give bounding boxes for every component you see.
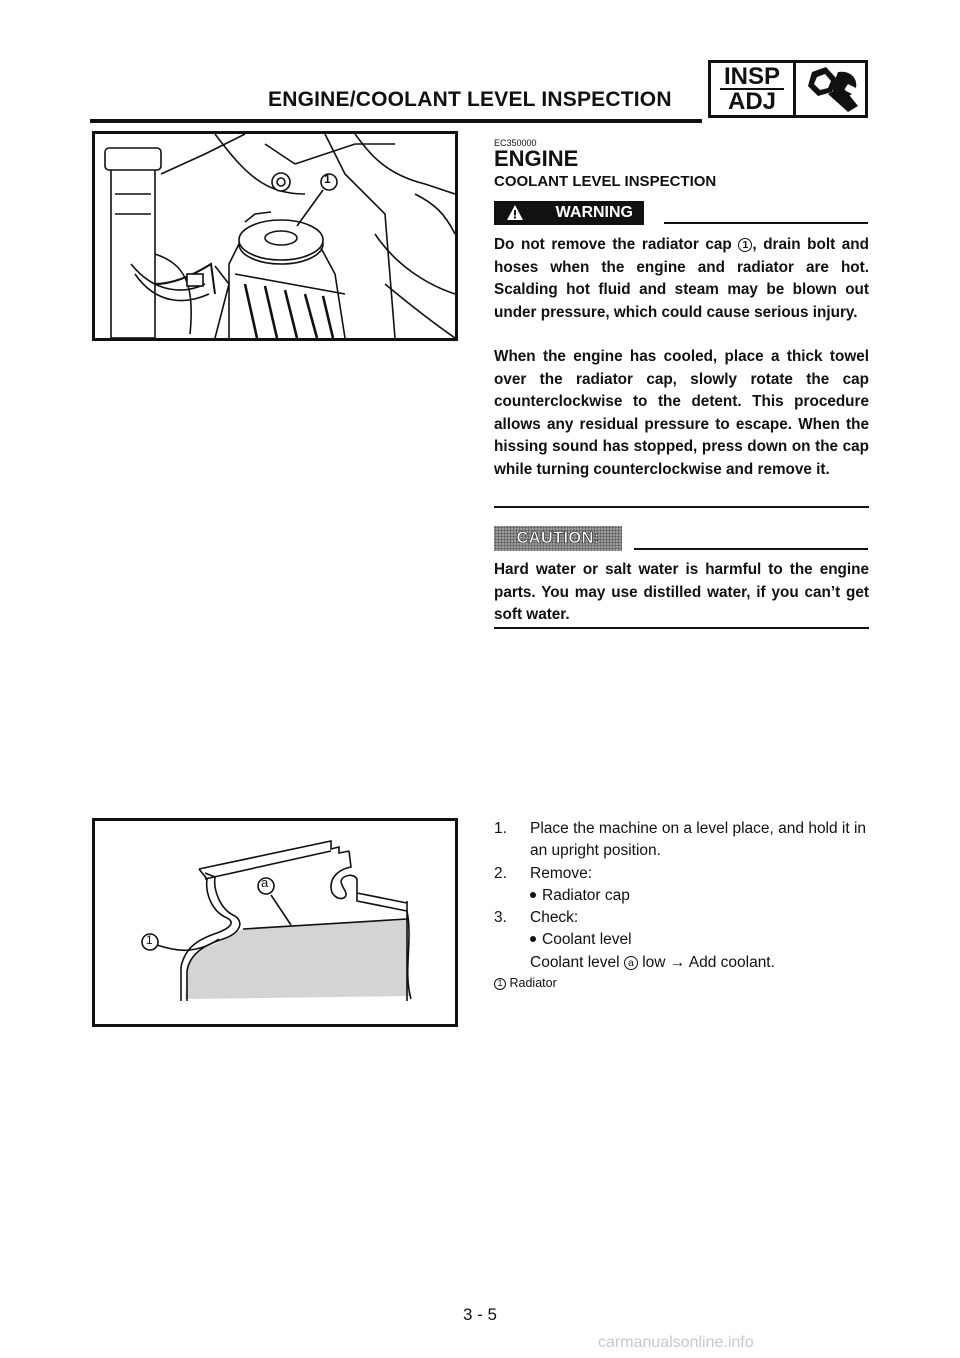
step-2-text: Remove:: [530, 864, 593, 882]
page-header-title: ENGINE/COOLANT LEVEL INSPECTION: [268, 88, 672, 111]
step-3-detail-b: low: [637, 953, 670, 971]
bullet-icon: [530, 936, 536, 942]
step-2-bullet: [494, 885, 874, 907]
step-3: [494, 907, 874, 929]
step-2-number: 2.: [494, 864, 507, 882]
section-code: EC350000: [494, 138, 537, 148]
warning-para1-end: , drain bolt and hoses when the engine and radiator are hot. Scalding hot fluid and steam may be blown out under pressure, which could cause serious injury.: [494, 236, 869, 321]
caution-top-rule: [634, 548, 868, 550]
caution-paragraph: Hard water or salt water is harmful to the engine parts. You may use distilled water, if you can’t get soft water.: [494, 561, 869, 624]
radiator-cap-figure: [92, 131, 458, 341]
coolant-level-figure: [92, 818, 458, 1027]
ref-circle-a: a: [624, 956, 638, 970]
step-1: [494, 818, 874, 863]
step-1-number: 1.: [494, 820, 507, 837]
caution-label: CAUTION:: [494, 526, 622, 551]
legend-text: Radiator: [509, 976, 557, 990]
step-3-detail-a: Coolant level: [530, 953, 624, 971]
figure2-callout-a: a: [261, 875, 269, 890]
figure2-callout-1: 1: [146, 933, 153, 947]
bullet-icon: [530, 892, 536, 898]
caution-bottom-rule: [494, 627, 869, 629]
step-1-text: Place the machine on a level place, and hold it in an upright position.: [530, 820, 867, 860]
step-3-text: Check:: [530, 909, 579, 927]
warning-paragraph-1: [494, 234, 869, 324]
badge-line-1: INSP: [720, 65, 784, 90]
step-3-detail-c: Add coolant.: [685, 953, 775, 971]
arrow-right-icon: →: [669, 953, 686, 971]
warning-label-text: WARNING: [555, 204, 633, 221]
warning-paragraph-2: When the engine has cooled, place a thick towel over the radiator cap, slowly rotate the cap counterclockwise to the detent. This procedure allows any residual pressure to escape. When the hissing sound has stopped, press down on the cap while turning counterclockwise and remove it.: [494, 348, 869, 478]
figure-legend: [494, 976, 557, 990]
warning-triangle-icon: [506, 204, 524, 226]
insp-adj-badge: [708, 60, 868, 118]
figure1-callout-1: 1: [324, 172, 331, 186]
warning-label: [494, 201, 644, 225]
watermark: carmanualsonline.info: [598, 1334, 754, 1351]
section-title: ENGINE: [494, 146, 579, 171]
step-2: [494, 863, 874, 885]
procedure-steps: [494, 818, 874, 974]
legend-ref-1: 1: [494, 978, 506, 990]
step-3-bullet: [494, 929, 874, 951]
step-2-bullet-text: Radiator cap: [542, 886, 630, 904]
badge-line-2: ADJ: [727, 88, 776, 115]
badge-text: [711, 63, 796, 115]
ref-circle-1: 1: [738, 238, 752, 252]
step-3-detail: [494, 952, 874, 974]
wrench-nut-icon: [796, 63, 865, 115]
page-number: 3 - 5: [462, 1305, 498, 1324]
warning-top-rule: [664, 222, 868, 224]
warning-para1-start: Do not remove the radiator cap: [494, 236, 739, 253]
step-3-number: 3.: [494, 909, 507, 927]
warning-bottom-rule: [494, 506, 869, 508]
header-rule: [90, 119, 702, 123]
section-subtitle: COOLANT LEVEL INSPECTION: [494, 173, 717, 190]
step-3-bullet-text: Coolant level: [542, 931, 632, 949]
